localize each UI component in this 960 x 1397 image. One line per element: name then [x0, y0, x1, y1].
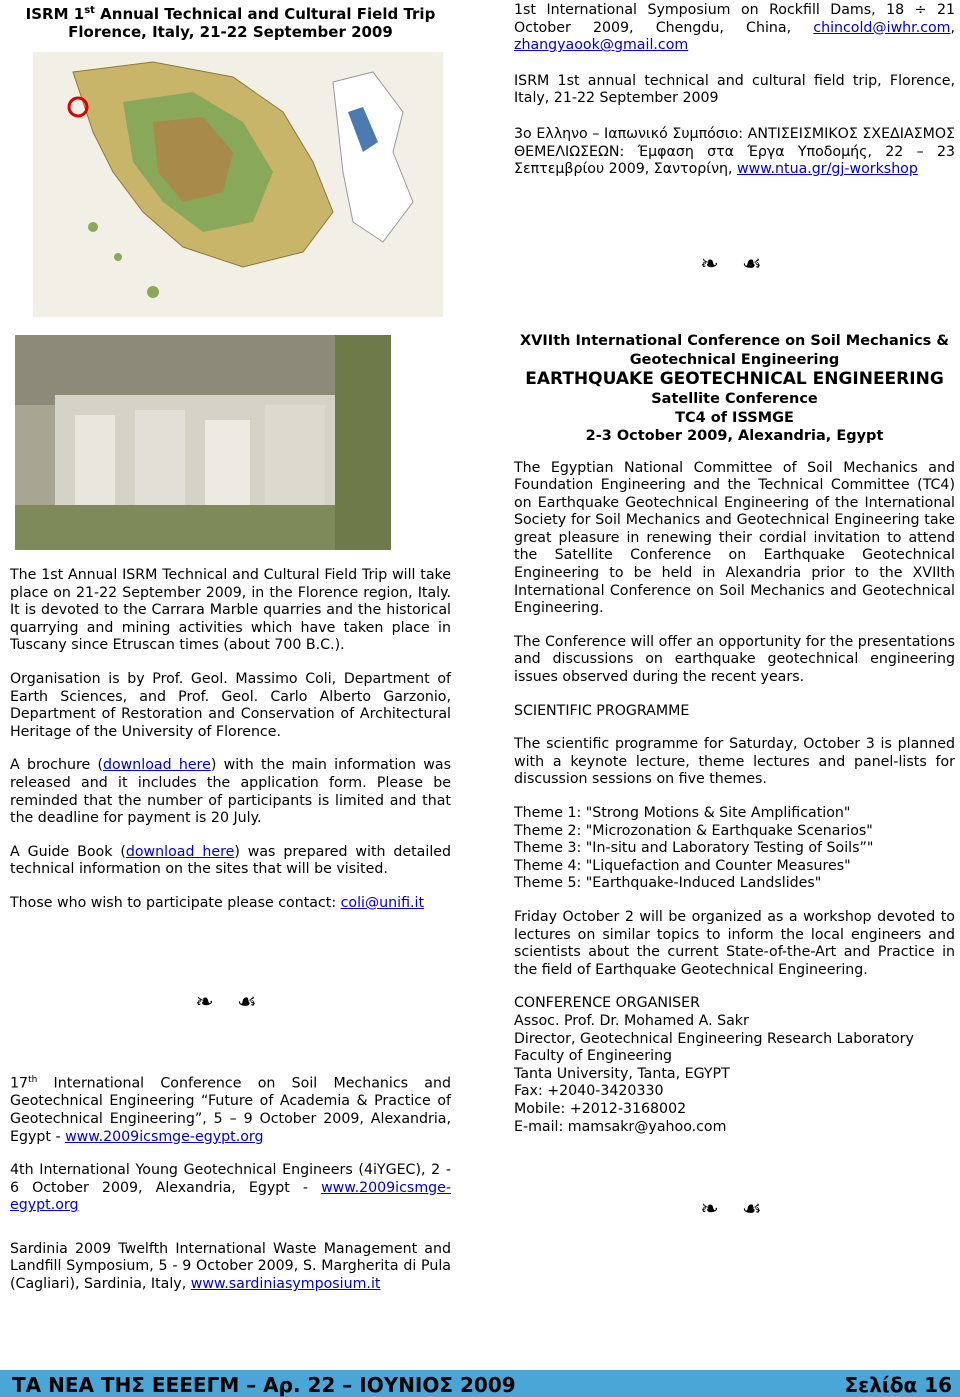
conference-header [514, 332, 955, 446]
theme-item: Theme 1: "Strong Motions & Site Amplification" [514, 805, 851, 821]
ornament-icon: ❧ ☙ [195, 990, 265, 1015]
organiser-line: Director, Geotechnical Engineering Research Laboratory [514, 1030, 914, 1047]
guidebook-download-link[interactable]: download here [125, 843, 235, 860]
workshop-description: Friday October 2 will be organized as a workshop devoted to lectures on similar topics to inform the local engineers and scientists about the current State-of-the-Art and Practice in the field of Earthquake Geotechnical Engineering. [514, 908, 955, 978]
conference-opportunity: The Conference will offer an opportunity for the presentations and discussions on earthquake geotechnical engineering issues observed during the recent years. [514, 633, 955, 686]
article-title: ISRM 1st Annual Technical and Cultural Field Trip Florence, Italy, 21-22 September 2009 [10, 2, 451, 41]
page-number: Σελίδα 16 [844, 1373, 952, 1397]
icsmge-link[interactable]: www.2009icsmge-egypt.org [65, 1128, 264, 1145]
theme-item: Theme 2: "Microzonation & Earthquake Scenarios" [514, 822, 873, 839]
tuscany-map-image [33, 52, 443, 317]
email-separator: , [950, 19, 956, 36]
event-17th-icsmge [10, 1072, 451, 1146]
organiser-line: E-mail: mamsakr@yahoo.com [514, 1118, 727, 1135]
organiser-line: Fax: +2040-3420330 [514, 1083, 664, 1100]
page-footer [0, 1370, 960, 1397]
events-list-bottom [10, 1072, 451, 1310]
trip-guidebook [10, 844, 451, 879]
guidebook-text-pre: A Guide Book ( [10, 843, 126, 860]
events-list-top [514, 2, 955, 179]
newsletter-title: ΤΑ ΝΕΑ ΤΗΣ ΕΕΕΕΓΜ – Αρ. 22 – ΙΟΥΝΙΟΣ 2009 [12, 1373, 516, 1397]
theme-item: Theme 4: "Liquefaction and Counter Measures" [514, 857, 851, 874]
organiser-line: Mobile: +2012-3168002 [514, 1100, 687, 1117]
organiser-line: Assoc. Prof. Dr. Mohamed A. Sakr [514, 1012, 749, 1029]
event-4iygec [10, 1162, 451, 1215]
ntua-workshop-link[interactable]: www.ntua.gr/gj-workshop [737, 161, 918, 178]
brochure-download-link[interactable]: download here [102, 757, 211, 774]
marble-quarry-photo [15, 335, 391, 550]
guidebook-text-post: ) was prepared with detailed technical information on the sites that will be visited. [10, 843, 451, 878]
theme-item: Theme 5: "Earthquake-Induced Landslides" [514, 875, 822, 892]
scientific-programme-heading: SCIENTIFIC PROGRAMME [514, 702, 690, 719]
section-divider-ornament-bottom [690, 1197, 780, 1222]
event-ordinal: th [28, 1075, 38, 1085]
ornament-icon: ❧ ☙ [700, 252, 770, 277]
event-4iygec-text: 4th International Young Geotechnical Engineers (4iYGEC), 2 - 6 October 2009, Alexandria, Egypt - [10, 1162, 451, 1196]
conference-title-satellite: Satellite Conference [651, 391, 818, 407]
brochure-text-pre: A brochure ( [10, 757, 103, 774]
sardinia-link[interactable]: www.sardiniasymposium.it [190, 1276, 381, 1293]
chincold-email-link[interactable]: chincold@iwhr.com [813, 19, 951, 36]
rockfill-symposium-text: 1st International Symposium on Rockfill Dams, 18 ÷ 21 October 2009, Chengdu, China, [514, 2, 955, 36]
brochure-text-post: ) with the main information was released and it includes the application form. Please be reminded that the number of participants is limited and that the deadline for payment is 20 July. [10, 757, 451, 827]
trip-intro: The 1st Annual ISRM Technical and Cultural Field Trip will take place on 21-22 September 2009, in the Florence region, Italy. It is devoted to the Carrara Marble quarries and the historical quarrying and mining activities which have taken place in Tuscany since Etruscan times (about 700 B.C.). [10, 567, 451, 654]
programme-description: The scientific programme for Saturday, October 3 is planned with a keynote lecture, theme lectures and panel-lists for discussion sessions on five themes. [514, 736, 955, 788]
conference-intro: The Egyptian National Committee of Soil Mechanics and Foundation Engineering and the Technical Committee (TC4) on Earthquake Geotechnical Engineering of the International Society for Soil Mechanics and Geotechnical Engineering take great pleasure in renewing their cordial invitation to attend the Satellite Conference on Earthquake Geotechnical Engineering to be held in Alexandria prior to the XVIIth International Conference on Soil Mechanics and Geotechnical Engineering. [514, 459, 955, 617]
conference-title-main: EARTHQUAKE GEOTECHNICAL ENGINEERING [525, 369, 944, 389]
zhangyaook-email-link[interactable]: zhangyaook@gmail.com [514, 37, 689, 54]
organiser-line: Tanta University, Tanta, EGYPT [514, 1065, 730, 1082]
ornament-icon: ❧ ☙ [700, 1197, 770, 1222]
trip-contact [10, 895, 451, 913]
conference-title-tc4: TC4 of ISSMGE [675, 409, 794, 426]
isrm-trip-text: ISRM 1st annual technical and cultural field trip, Florence, Italy, 21-22 September 2009 [514, 72, 955, 107]
trip-organisation: Organisation is by Prof. Geol. Massimo Coli, Department of Earth Sciences, and Prof. Geol. Carlo Alberto Garzonio, Department of Restoration and Conservation of Architectural Heritage of the University of Florence. [10, 670, 451, 740]
conference-title-line1: XVIIth International Conference on Soil Mechanics & Geotechnical Engineering [520, 333, 949, 368]
trip-brochure [10, 757, 451, 827]
organiser-line: Faculty of Engineering [514, 1048, 673, 1065]
conference-dates: 2-3 October 2009, Alexandria, Egypt [585, 428, 884, 444]
icsmge-link-2[interactable]: www.2009icsmge-egypt.org [10, 1179, 451, 1214]
section-divider-ornament [690, 252, 780, 277]
contact-text: Those who wish to participate please contact: [10, 894, 341, 911]
event-number: 17 [10, 1075, 29, 1092]
themes-list [514, 805, 955, 893]
organiser-line: CONFERENCE ORGANISER [514, 995, 700, 1012]
greek-symposium-text: 3ο Ελληνο – Ιαπωνικό Συμπόσιο: ΑΝΤΙΣΕΙΣΜΙΚΟΣ ΣΧΕΔΙΑΣΜΟΣ ΘΕΜΕΛΙΩΣΕΩΝ: Έμφαση στα Έργα Υποδομής, 22 – 23 Σεπτεμβρίου 2009, Σαντορίνη, [514, 125, 955, 178]
event-sardinia-text: Sardinia 2009 Twelfth International Waste Management and Landfill Symposium, 5 - 9 October 2009, S. Margherita di Pula (Cagliari), Sardinia, Italy, [10, 1240, 451, 1293]
field-trip-body [10, 567, 451, 929]
article-subtitle: Florence, Italy, 21-22 September 2009 [68, 23, 393, 41]
section-divider-ornament-left [185, 990, 275, 1015]
satellite-conference-section [514, 332, 955, 1136]
coli-email-link[interactable]: coli@unifi.it [340, 894, 425, 911]
theme-item: Theme 3: "In-situ and Laboratory Testing of Soils”" [514, 840, 874, 857]
event-sardinia [10, 1241, 451, 1294]
organiser-block [514, 995, 955, 1136]
event-17th-text: International Conference on Soil Mechanics and Geotechnical Engineering “Future of Academia & Practice of Geotechnical Engineering”, 5 – 9 October 2009, Alexandria, Egypt - [10, 1075, 451, 1145]
